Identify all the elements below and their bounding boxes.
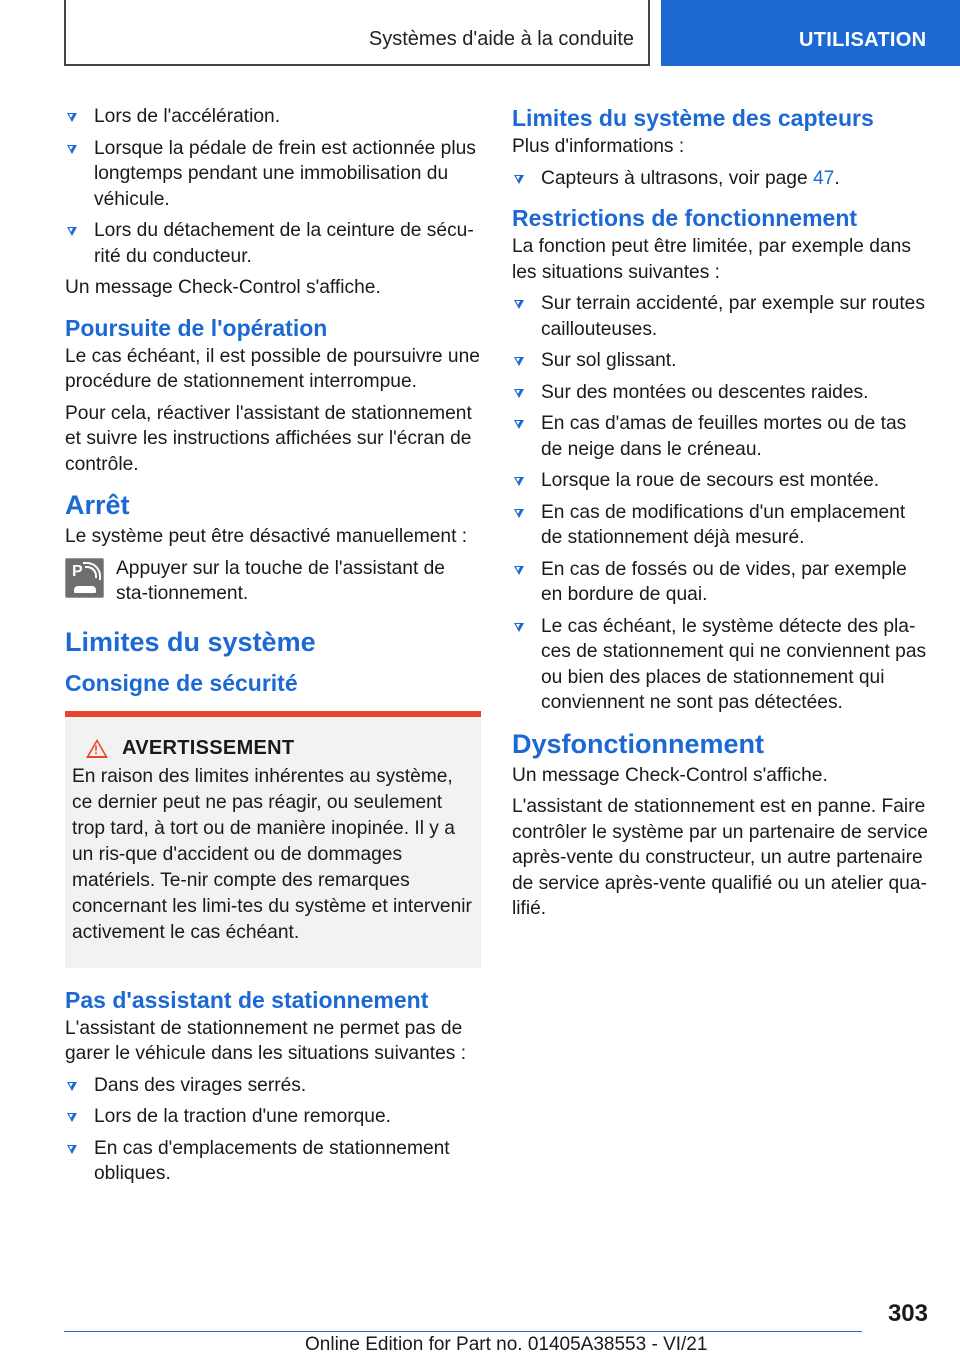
- bullet-triangle-icon: [514, 623, 524, 632]
- bullet-triangle-icon: [514, 509, 524, 518]
- bullet-triangle-icon: [67, 145, 77, 154]
- chapter-title: UTILISATION: [799, 29, 927, 51]
- warning-text: En raison des limites inhérentes au système, ce dernier peut ne pas réagir, ou seulement trop tard, à tort ou de manière inopinée. Il y a un ris‐que d'accident ou de dommages matériels. Te‐nir compte des remarques concernant les limi‐tes du système et intervenir activement le cas échéant.: [72, 765, 472, 943]
- list-item: En cas d'emplacements de stationnement obliques.: [65, 1136, 481, 1187]
- warning-header: [72, 737, 474, 760]
- bullet-triangle-icon: [514, 175, 524, 184]
- paragraph: Le système peut être désactivé manuellement :: [65, 526, 468, 547]
- heading-consigne: Consigne de sécurité: [65, 669, 298, 696]
- list-item: Lors de la traction d'une remorque.: [65, 1104, 481, 1130]
- paragraph: Un message Check-Control s'affiche.: [65, 277, 381, 298]
- heading-arret: Arrêt: [65, 490, 130, 520]
- bullet-list: [512, 291, 928, 716]
- page-header: [0, 0, 960, 66]
- bullet-triangle-icon: [67, 227, 77, 236]
- list-item: En cas de modifications d'un emplacement de stationnement déjà mesuré.: [512, 500, 928, 551]
- section-header: [64, 0, 650, 66]
- list-item: Sur sol glissant.: [512, 348, 928, 374]
- section-title: Systèmes d'aide à la conduite: [368, 28, 634, 50]
- button-instruction: [65, 556, 481, 607]
- right-column: [512, 104, 928, 928]
- list-item: Le cas échéant, le système détecte des pla‐ces de stationnement qui ne conviennent pas ou bien des places de stationnement qui conviennent ne sont pas détectées.: [512, 614, 928, 716]
- list-item: Sur des montées ou descentes raides.: [512, 380, 928, 406]
- bullet-triangle-icon: [67, 1145, 77, 1154]
- bullet-triangle-icon: [514, 300, 524, 309]
- bullet-list: [65, 1073, 481, 1187]
- bullet-triangle-icon: [514, 357, 524, 366]
- edition-footer: Online Edition for Part no. 01405A38553 - VI/21: [305, 1334, 708, 1355]
- warning-triangle-icon: [86, 739, 108, 758]
- list-item: Dans des virages serrés.: [65, 1073, 481, 1099]
- heading-restrictions: Restrictions de fonctionnement: [512, 205, 858, 231]
- heading-limites: Limites du système: [65, 626, 316, 657]
- paragraph: Plus d'informations :: [512, 136, 685, 157]
- heading-pas-assistant: Pas d'assistant de stationnement: [65, 986, 429, 1013]
- bullet-triangle-icon: [67, 1113, 77, 1122]
- list-item: Capteurs à ultrasons, voir page 47.: [512, 166, 928, 192]
- page-number: 303: [887, 1300, 928, 1327]
- warning-box: [65, 711, 481, 968]
- footer-divider: [64, 1331, 862, 1332]
- left-column: [65, 104, 481, 1193]
- list-item: Lorsque la pédale de frein est actionnée plus longtemps pendant une immobilisation du véhicule.: [65, 136, 481, 213]
- bullet-list: [65, 104, 481, 269]
- list-item: Lors de l'accélération.: [65, 104, 481, 130]
- bullet-triangle-icon: [514, 566, 524, 575]
- paragraph: L'assistant de stationnement est en panne. Faire contrôler le système par un partenaire de service après-vente du constructeur, un autre partenaire de service après-vente qualifié ou un atelier qua‐lifié.: [512, 796, 928, 919]
- bullet-triangle-icon: [514, 420, 524, 429]
- bullet-triangle-icon: [67, 113, 77, 122]
- list-item: En cas d'amas de feuilles mortes ou de tas de neige dans le créneau.: [512, 411, 928, 462]
- heading-dysfonctionnement: Dysfonctionnement: [512, 728, 765, 759]
- heading-poursuite: Poursuite de l'opération: [65, 314, 328, 341]
- paragraph: Un message Check-Control s'affiche.: [512, 764, 828, 786]
- list-item: En cas de fossés ou de vides, par exemple en bordure de quai.: [512, 557, 928, 608]
- bullet-list: [512, 166, 928, 192]
- bullet-triangle-icon: [514, 477, 524, 486]
- heading-capteurs: Limites du système des capteurs: [512, 105, 874, 131]
- chapter-tab: [661, 0, 960, 66]
- bullet-triangle-icon: [514, 389, 524, 398]
- paragraph: La fonction peut être limitée, par exemple dans les situations suivantes :: [512, 236, 911, 283]
- list-item: Lors du détachement de la ceinture de sécu‐rité du conducteur.: [65, 218, 481, 269]
- paragraph: Pour cela, réactiver l'assistant de stationnement et suivre les instructions affichées sur l'écran de contrôle.: [65, 402, 472, 475]
- warning-title: AVERTISSEMENT: [122, 736, 295, 759]
- list-item: Sur terrain accidenté, par exemple sur routes caillouteuses.: [512, 291, 928, 342]
- paragraph: Le cas échéant, il est possible de poursuivre une procédure de stationnement interrompue.: [65, 345, 480, 392]
- instruction-text: Appuyer sur la touche de l'assistant de sta‐tionnement.: [116, 557, 445, 604]
- list-item: Lorsque la roue de secours est montée.: [512, 468, 928, 494]
- paragraph: L'assistant de stationnement ne permet pas de garer le véhicule dans les situations suivantes :: [65, 1017, 467, 1064]
- page-link[interactable]: 47: [812, 167, 835, 189]
- bullet-triangle-icon: [67, 1082, 77, 1091]
- parking-assistant-button-icon: P: [65, 558, 104, 598]
